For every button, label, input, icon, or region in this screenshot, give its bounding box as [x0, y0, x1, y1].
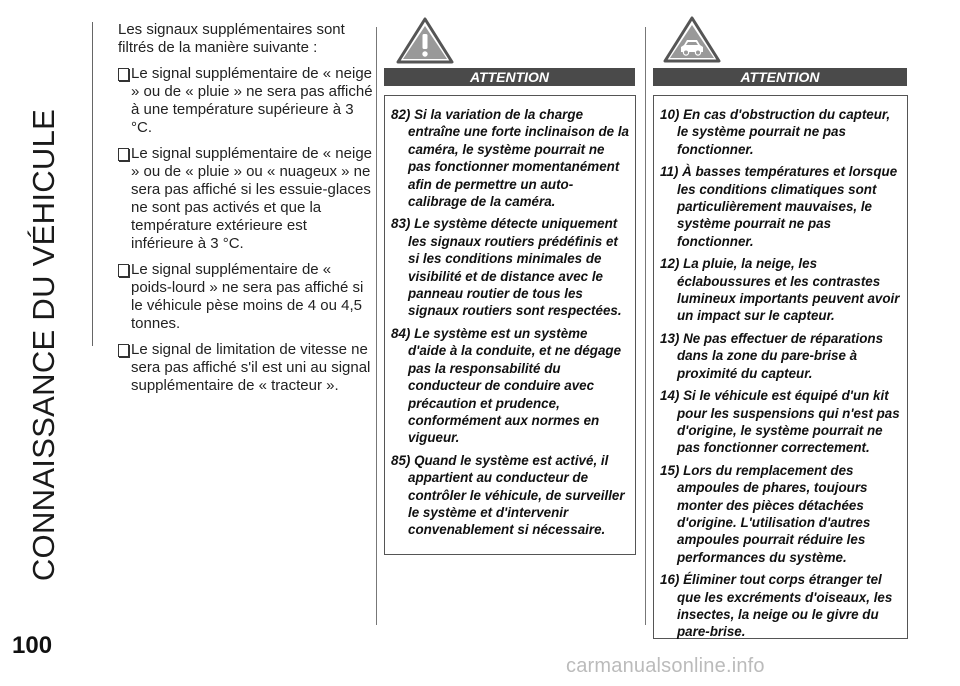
warning-box: [384, 95, 636, 555]
checkbox-bullet-icon: [118, 68, 129, 81]
warning-item: 11) À basses températures et lorsque les conditions climatiques sont particulièrement mauvaises, le système pourrait ne pas fonctionner.: [660, 164, 898, 249]
checkbox-bullet-icon: [118, 148, 129, 161]
section-divider: [92, 22, 93, 346]
list-item-text: Le signal de limitation de vitesse ne sera pas affiché s'il est uni au signal supplémentaire de « tracteur ».: [131, 341, 371, 394]
warning-item: 82) Si la variation de la charge entraîne une forte inclinaison de la caméra, le système pourrait ne pas fonctionner momentanément afin de permettre un auto-calibrage de la caméra.: [391, 107, 629, 210]
page-number: 100: [12, 632, 53, 659]
warning-header: ATTENTION: [653, 68, 907, 86]
warning-item: 10) En cas d'obstruction du capteur, le système pourrait ne pas fonctionner.: [660, 107, 891, 157]
column-divider: [645, 27, 646, 625]
warning-triangle-icon: [395, 17, 455, 65]
column-divider: [376, 27, 377, 625]
list-item-text: Le signal supplémentaire de « poids-lourd » ne sera pas affiché si le véhicule pèse moins de 4 ou 4,5 tonnes.: [131, 261, 364, 332]
warning-item: 85) Quand le système est activé, il appartient au conducteur de contrôler le véhicule, de surveiller le système et d'intervenir convenablement si nécessaire.: [391, 452, 625, 538]
warning-header: ATTENTION: [384, 68, 635, 86]
list-item: [118, 145, 373, 253]
list-item: [118, 65, 373, 137]
checkbox-bullet-icon: [118, 264, 129, 277]
warning-item: 13) Ne pas effectuer de réparations dans la zone du pare-brise à proximité du capteur.: [660, 330, 884, 381]
warning-item: 15) Lors du remplacement des ampoules de phares, toujours monter des pièces détachées d'origine. L'utilisation d'autres ampoules pourrait réduire les performances du système.: [660, 462, 871, 565]
intro-paragraph: Les signaux supplémentaires sont filtrés de la manière suivante :: [118, 21, 345, 56]
list-item-text: Le signal supplémentaire de « neige » ou de « pluie » ou « nuageux » ne sera pas affiché si les essuie-glaces ne sont pas activés et que la température extérieure est inférieure à 3 °C.: [131, 145, 373, 252]
car-warning-triangle-icon: [662, 16, 722, 64]
filter-rules-column: [118, 21, 373, 403]
warning-item: 12) La pluie, la neige, les éclaboussures et les contrastes lumineux importants peuvent avoir un impact sur le capteur.: [660, 256, 900, 324]
watermark: carmanualsonline.info: [566, 655, 765, 677]
warning-item: 83) Le système détecte uniquement les signaux routiers prédéfinis et si les conditions minimales de visibilité et de distance avec le panneau routier de tous les signaux routiers sont respectées.: [391, 216, 622, 319]
warning-item: 16) Éliminer tout corps étranger tel que les excréments d'oiseaux, les insectes, la neige ou le givre du pare-brise.: [660, 572, 893, 640]
list-item: [118, 341, 373, 395]
warning-box: [653, 95, 908, 639]
checkbox-bullet-icon: [118, 344, 129, 357]
warning-item: 14) Si le véhicule est équipé d'un kit pour les suspensions qui n'est pas d'origine, le système pourrait ne pas fonctionner correctement.: [660, 388, 900, 456]
section-title: CONNAISSANCE DU VÉHICULE: [26, 108, 61, 582]
warning-item: 84) Le système est un système d'aide à la conduite, et ne dégage pas la responsabilité du conducteur de conduire avec précaution et prudence, conformément aux normes en vigueur.: [391, 325, 622, 446]
list-item-text: Le signal supplémentaire de « neige » ou de « pluie » ne sera pas affiché à une température supérieure à 3 °C.: [131, 65, 373, 136]
list-item: [118, 261, 373, 333]
